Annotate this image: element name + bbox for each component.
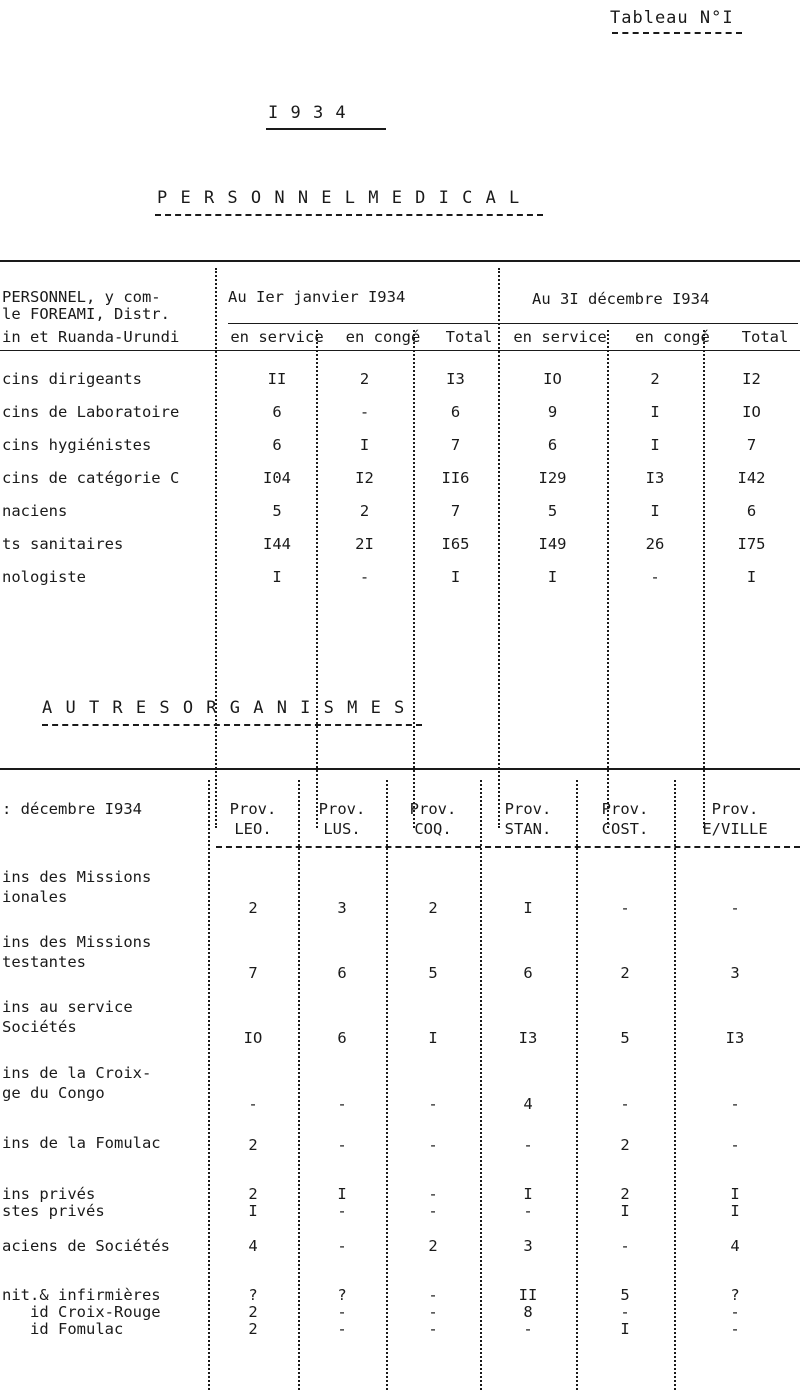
table2-cell: - [730, 1320, 740, 1338]
table2-cell: II [518, 1286, 538, 1304]
table2-row-label: Sociétés [2, 1018, 77, 1036]
table2-row-label: ins des Missions [2, 933, 152, 951]
t2-col-6-line2: E/VILLE [702, 820, 768, 838]
t2-col-3-line2: COQ. [414, 820, 452, 838]
table1-cell: 26 [645, 535, 665, 553]
table1-row-label: cins de Laboratoire [2, 403, 180, 421]
table-reference-underline [612, 32, 742, 34]
table2-cell: 6 [337, 1029, 347, 1047]
table2-cell: - [523, 1202, 533, 1220]
table2-cell: 6 [337, 964, 347, 982]
table2-cell: I3 [725, 1029, 745, 1047]
table1-cell: I2 [355, 469, 374, 487]
table2-cell: - [428, 1185, 438, 1203]
table2-cell: - [620, 899, 630, 917]
table2-cell: - [428, 1320, 438, 1338]
table2-cell: 3 [730, 964, 740, 982]
table2-cell: - [620, 1303, 630, 1321]
table1-row-label: cins hygiénistes [2, 436, 152, 454]
table2-cell: 2 [428, 1237, 438, 1255]
table1-cell: 6 [272, 403, 282, 421]
table1-row-label: ts sanitaires [2, 535, 124, 553]
table2-cell: - [428, 1286, 438, 1304]
table1-cell: 7 [746, 436, 757, 454]
table2-row-label: testantes [2, 953, 86, 971]
section2-underline [42, 724, 422, 726]
t2-col-5-line1: Prov. [601, 800, 649, 818]
table2-row-label: ins privés [2, 1185, 96, 1203]
table1-cell: I49 [538, 535, 567, 553]
table1-cell: 5 [547, 502, 558, 520]
table2-cell: I [620, 1202, 630, 1220]
table2-cell: - [730, 899, 740, 917]
table1-cell: I3 [645, 469, 665, 487]
t1-subcol-2: en congé [345, 328, 421, 346]
table1-cell: I [450, 568, 461, 586]
table2-cell: I [730, 1185, 740, 1203]
t2-col-2-line2: LUS. [323, 820, 361, 838]
table2-header-rule [216, 846, 800, 848]
table1-cell: 9 [547, 403, 558, 421]
table2-cell: 2 [248, 1320, 258, 1338]
table2-cell: - [248, 1095, 258, 1113]
table2-row-label: id Fomulac [2, 1320, 124, 1338]
table2-row-label: ins de la Fomulac [2, 1134, 161, 1152]
table2-cell: I [523, 1185, 533, 1203]
table2-cell: 2 [248, 899, 258, 917]
table2-cell: - [428, 1202, 438, 1220]
table2-cell: I [620, 1320, 630, 1338]
table1-cell: I [650, 403, 660, 421]
table2-cell: ? [248, 1286, 258, 1304]
table1-cell: I [359, 436, 370, 454]
table1-cell: I29 [538, 469, 567, 487]
table1-cell: I2 [742, 370, 761, 388]
table2-cell: I [428, 1029, 438, 1047]
table2-cell: - [428, 1095, 438, 1113]
table1-group1-header: Au Ier janvier I934 [228, 288, 406, 306]
t2-col-1-line2: LEO. [234, 820, 272, 838]
t2-col-4-line2: STAN. [504, 820, 552, 838]
t1-subcol-5: en congé [635, 328, 710, 346]
page-title: P E R S O N N E L M E D I C A L [157, 188, 521, 208]
table1-cell: 6 [272, 436, 282, 454]
table2-cell: 2 [248, 1303, 258, 1321]
table1-row-header-line1: PERSONNEL, y com- [2, 288, 161, 306]
table1-cell: I42 [737, 469, 766, 487]
table2-row-header: : décembre I934 [2, 800, 142, 818]
table2-cell: 3 [523, 1237, 533, 1255]
table2-cell: I [730, 1202, 740, 1220]
table2-cell: ? [730, 1286, 740, 1304]
table1-cell: I75 [737, 535, 766, 553]
table2-cell: 4 [248, 1237, 258, 1255]
table2-cell: 5 [620, 1286, 630, 1304]
table2-cell: - [337, 1303, 347, 1321]
table1-cell: 2 [650, 370, 660, 388]
table1-cell: I04 [263, 469, 291, 487]
table1-cell: 7 [450, 502, 461, 520]
table2-cell: IO [243, 1029, 263, 1047]
table1-cell: 6 [450, 403, 461, 421]
table2-cell: - [730, 1303, 740, 1321]
year-heading: I 9 3 4 [268, 103, 347, 123]
table1-cell: - [650, 568, 660, 586]
table2-cell: - [337, 1095, 347, 1113]
table-reference: Tableau N°I [610, 8, 734, 28]
table2-cell: ? [337, 1286, 347, 1304]
table2-cell: 7 [248, 964, 258, 982]
table1-row-label: naciens [2, 502, 68, 520]
table1-row-label: cins de catégorie C [2, 469, 180, 487]
table2-cell: 3 [337, 899, 347, 917]
t2-col-6-line1: Prov. [711, 800, 759, 818]
t1-subcol-3: Total [445, 328, 493, 346]
table2-row-header-text: décembre I934 [20, 800, 142, 818]
t1-subcol-1: en service [230, 328, 324, 346]
table2-row-label: ins de la Croix- [2, 1064, 152, 1082]
table1-cell: 2 [359, 370, 370, 388]
table1-cell: II6 [441, 469, 470, 487]
table1-cell: II [267, 370, 287, 388]
table2-cell: I3 [518, 1029, 538, 1047]
table1-group-rule [228, 323, 798, 324]
table2-cell: - [337, 1237, 347, 1255]
table2-cell: - [523, 1136, 533, 1154]
table1-row-label: cins dirigeants [2, 370, 142, 388]
table2-row-label: ionales [2, 888, 68, 906]
table2-cell: - [428, 1136, 438, 1154]
table1-row-label: nologiste [2, 568, 86, 586]
table1-cell: 2 [359, 502, 370, 520]
table2-cell: 2 [248, 1136, 258, 1154]
table1-cell: I [650, 502, 660, 520]
table2-cell: 2 [620, 1136, 630, 1154]
t1-subcol-4: en service [513, 328, 607, 346]
table2-cell: - [337, 1136, 347, 1154]
table2-cell: I [523, 899, 533, 917]
section2-title: A U T R E S O R G A N I S M E S [42, 698, 406, 718]
table2-cell: 2 [248, 1185, 258, 1203]
table2-cell: 4 [730, 1237, 740, 1255]
table2-cell: - [730, 1136, 740, 1154]
t2-col-3-line1: Prov. [409, 800, 457, 818]
table1-cell: I65 [441, 535, 470, 553]
table2-cell: - [523, 1320, 533, 1338]
table1-cell: 6 [746, 502, 757, 520]
table2-row-label: aciens de Sociétés [2, 1237, 170, 1255]
table1-cell: - [359, 568, 370, 586]
title-underline [155, 214, 543, 216]
table1-cell: 6 [547, 436, 558, 454]
table2-cell: 8 [523, 1303, 533, 1321]
table2-row-label: ins des Missions [2, 868, 152, 886]
table1-cell: I3 [446, 370, 465, 388]
table2-row-label: ge du Congo [2, 1084, 105, 1102]
table2-cell: 4 [523, 1095, 533, 1113]
table2-cell: - [620, 1095, 630, 1113]
table1-group2-header: Au 3I décembre I934 [532, 290, 710, 308]
table1-cell: 2I [355, 535, 374, 553]
table2-cell: - [730, 1095, 740, 1113]
table2-cell: 2 [428, 899, 438, 917]
table1-cell: 5 [272, 502, 282, 520]
table2-top-rule [0, 768, 800, 770]
table1-cell: I [650, 436, 660, 454]
table2-row-label: ins au service [2, 998, 133, 1016]
table1-cell: IO [742, 403, 761, 421]
table1-cell: I [272, 568, 282, 586]
table1-row-header-line3: in et Ruanda-Urundi [2, 328, 180, 346]
table1-cell: I [547, 568, 558, 586]
table2-cell: 5 [428, 964, 438, 982]
table1-cell: 7 [450, 436, 461, 454]
table1-cell: IO [543, 370, 562, 388]
table2-cell: 2 [620, 964, 630, 982]
t2-col-2-line1: Prov. [318, 800, 366, 818]
t1-subcol-6: Total [741, 328, 789, 346]
table2-cell: 2 [620, 1185, 630, 1203]
table1-cell: I [746, 568, 757, 586]
table2-row-label: stes privés [2, 1202, 105, 1220]
table1-cell: - [359, 403, 370, 421]
table2-cell: - [620, 1237, 630, 1255]
table2-cell: - [337, 1320, 347, 1338]
table1-row-header-line2: le FOREAMI, Distr. [2, 305, 170, 323]
t2-col-4-line1: Prov. [504, 800, 552, 818]
table1-top-rule [0, 260, 800, 262]
year-underline [266, 128, 386, 130]
t2-col-1-line1: Prov. [229, 800, 277, 818]
table2-row-label: id Croix-Rouge [2, 1303, 161, 1321]
table1-header-rule [0, 350, 800, 351]
table2-row-label: nit.& infirmières [2, 1286, 161, 1304]
table2-cell: - [337, 1202, 347, 1220]
t1-sep-label [215, 268, 217, 828]
t2-col-5-line2: COST. [601, 820, 649, 838]
table2-cell: 5 [620, 1029, 630, 1047]
table2-cell: I [337, 1185, 347, 1203]
table1-cell: I44 [263, 535, 291, 553]
table2-cell: - [428, 1303, 438, 1321]
table2-cell: 6 [523, 964, 533, 982]
table2-cell: I [248, 1202, 258, 1220]
